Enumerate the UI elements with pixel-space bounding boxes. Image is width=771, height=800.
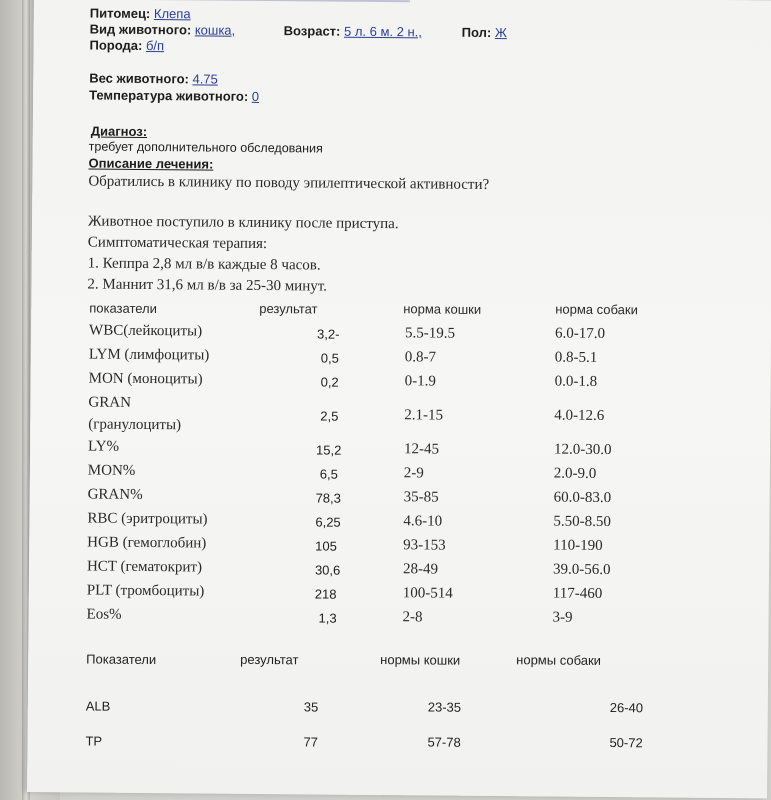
cutoff-top-line bbox=[90, 0, 410, 2]
age-field bbox=[284, 23, 422, 39]
diagnosis-text: требует дополнительного обследования bbox=[88, 139, 323, 156]
breed-label: Порода: bbox=[89, 37, 143, 53]
treatment-line-2: Животное поступило в клинику после приступа. bbox=[87, 213, 399, 233]
breed-row bbox=[89, 37, 164, 53]
blood-row-cat-norm: 0.8-7 bbox=[404, 349, 437, 366]
blood-row-name: MON% bbox=[87, 462, 136, 479]
treatment-label: Описание лечения: bbox=[88, 155, 214, 172]
age-value[interactable]: 5 л. 6 м. 2 н., bbox=[343, 23, 422, 40]
blood-row-dog-norm: 5.50-8.50 bbox=[553, 513, 611, 531]
weight-value[interactable]: 4.75 bbox=[192, 71, 218, 87]
blood-row-cat-norm: 2.1-15 bbox=[404, 407, 444, 424]
blood-row-result: 218 bbox=[314, 586, 337, 602]
treatment-line-1: Обратились в клинику по поводу эпилептической активности? bbox=[88, 173, 490, 193]
bio-row-result: 35 bbox=[303, 699, 319, 715]
blood-row-cat-norm: 100-514 bbox=[402, 585, 453, 602]
blood-row-dog-norm: 110-190 bbox=[553, 537, 603, 554]
species-row bbox=[90, 21, 236, 37]
blood-row-name: Eos% bbox=[86, 606, 122, 623]
temperature-label: Температура животного: bbox=[89, 87, 249, 104]
blood-row-cat-norm: 28-49 bbox=[402, 561, 439, 578]
blood-row-dog-norm: 0.0-1.8 bbox=[554, 373, 598, 390]
treatment-line-3: Симптоматическая терапия: bbox=[87, 234, 268, 253]
blood-row-result: 78,3 bbox=[315, 490, 341, 506]
pet-name-value[interactable]: Клепа bbox=[153, 6, 191, 22]
blood-row-cat-norm: 5.5-19.5 bbox=[404, 325, 456, 342]
bio-row-name: ALB bbox=[85, 698, 111, 714]
blood-row-name-continued: (гранулоциты) bbox=[88, 416, 182, 434]
blood-row-result: 6,25 bbox=[315, 514, 341, 530]
pet-label: Питомец: bbox=[89, 5, 151, 22]
blood-row-name: GRAN bbox=[88, 394, 132, 411]
blood-row-cat-norm: 93-153 bbox=[403, 537, 446, 554]
blood-row-dog-norm: 117-460 bbox=[552, 585, 603, 602]
blood-header-cat-norm: норма кошки bbox=[403, 301, 482, 317]
blood-row-name: MON (моноциты) bbox=[88, 370, 203, 388]
blood-row-dog-norm: 39.0-56.0 bbox=[552, 561, 611, 579]
blood-row-cat-norm: 2-8 bbox=[402, 609, 423, 626]
blood-row-dog-norm: 12.0-30.0 bbox=[553, 441, 612, 459]
blood-row-result: 0,2 bbox=[320, 374, 339, 390]
blood-row-dog-norm: 60.0-83.0 bbox=[553, 489, 612, 507]
bio-row-result: 77 bbox=[303, 734, 319, 750]
treatment-line-4: 1. Кеппра 2,8 мл в/в каждые 8 часов. bbox=[87, 255, 321, 274]
blood-row-name: RBC (эритроциты) bbox=[87, 510, 208, 528]
bio-row-dog-norm: 50-72 bbox=[609, 735, 643, 751]
bio-row-name: TP bbox=[85, 733, 103, 749]
blood-row-result: 15,2 bbox=[315, 442, 342, 458]
blood-row-dog-norm: 4.0-12.6 bbox=[554, 407, 605, 424]
blood-row-cat-norm: 2-9 bbox=[403, 465, 424, 482]
pet-name-row bbox=[90, 5, 191, 21]
blood-row-result: 1,3 bbox=[318, 610, 337, 626]
blood-header-dog-norm: норма собаки bbox=[555, 301, 638, 318]
temperature-row bbox=[89, 87, 259, 103]
blood-row-result: 30,6 bbox=[314, 562, 341, 578]
treatment-line-5: 2. Маннит 31,6 мл в/в за 25-30 минут. bbox=[87, 276, 328, 295]
breed-value[interactable]: б/п bbox=[145, 37, 165, 54]
bio-row-cat-norm: 23-35 bbox=[427, 699, 462, 715]
bio-header-result: результат bbox=[240, 651, 299, 668]
species-label: Вид животного: bbox=[89, 21, 192, 38]
blood-row-dog-norm: 0.8-5.1 bbox=[554, 349, 598, 366]
lab-report-page bbox=[27, 0, 771, 798]
blood-header-indicator: показатели bbox=[89, 300, 158, 317]
blood-row-result: 105 bbox=[315, 538, 337, 554]
bio-row-cat-norm: 57-78 bbox=[427, 734, 461, 750]
blood-row-result: 3,2- bbox=[316, 326, 340, 342]
bio-row-dog-norm: 26-40 bbox=[609, 700, 644, 716]
blood-row-dog-norm: 6.0-17.0 bbox=[554, 325, 606, 342]
temperature-value[interactable]: 0 bbox=[251, 88, 260, 104]
blood-row-cat-norm: 4.6-10 bbox=[403, 513, 443, 530]
weight-label: Вес животного: bbox=[89, 70, 189, 87]
bio-header-indicator: Показатели bbox=[86, 651, 157, 668]
blood-row-name: HCT (гематокрит) bbox=[86, 558, 203, 576]
blood-row-name: HGB (гемоглобин) bbox=[87, 534, 207, 552]
sex-label: Пол: bbox=[461, 24, 492, 40]
blood-header-result: результат bbox=[259, 300, 318, 317]
blood-row-result: 2,5 bbox=[320, 408, 339, 424]
species-value[interactable]: кошка, bbox=[194, 22, 236, 38]
blood-row-cat-norm: 0-1.9 bbox=[404, 373, 436, 390]
blood-row-result: 6,5 bbox=[319, 466, 338, 482]
bio-header-cat-norm: нормы кошки bbox=[380, 652, 461, 668]
sex-value[interactable]: Ж bbox=[494, 25, 507, 41]
blood-row-name: GRAN% bbox=[87, 486, 143, 503]
sex-field bbox=[462, 25, 507, 40]
blood-row-result: 0,5 bbox=[320, 350, 339, 366]
blood-row-dog-norm: 3-9 bbox=[552, 609, 573, 626]
blood-row-cat-norm: 12-45 bbox=[403, 441, 440, 458]
diagnosis-label: Диагноз: bbox=[90, 123, 148, 139]
bio-header-dog-norm: нормы собаки bbox=[516, 652, 602, 668]
blood-row-dog-norm: 2.0-9.0 bbox=[553, 465, 597, 482]
weight-row bbox=[89, 70, 218, 86]
blood-row-name: WBC(лейкоциты) bbox=[88, 322, 203, 340]
blood-row-name: PLT (тромбоциты) bbox=[86, 582, 205, 600]
blood-row-name: LY% bbox=[87, 438, 120, 455]
blood-row-name: LYM (лимфоциты) bbox=[88, 346, 210, 364]
blood-row-cat-norm: 35-85 bbox=[403, 489, 439, 506]
age-label: Возраст: bbox=[283, 23, 341, 39]
